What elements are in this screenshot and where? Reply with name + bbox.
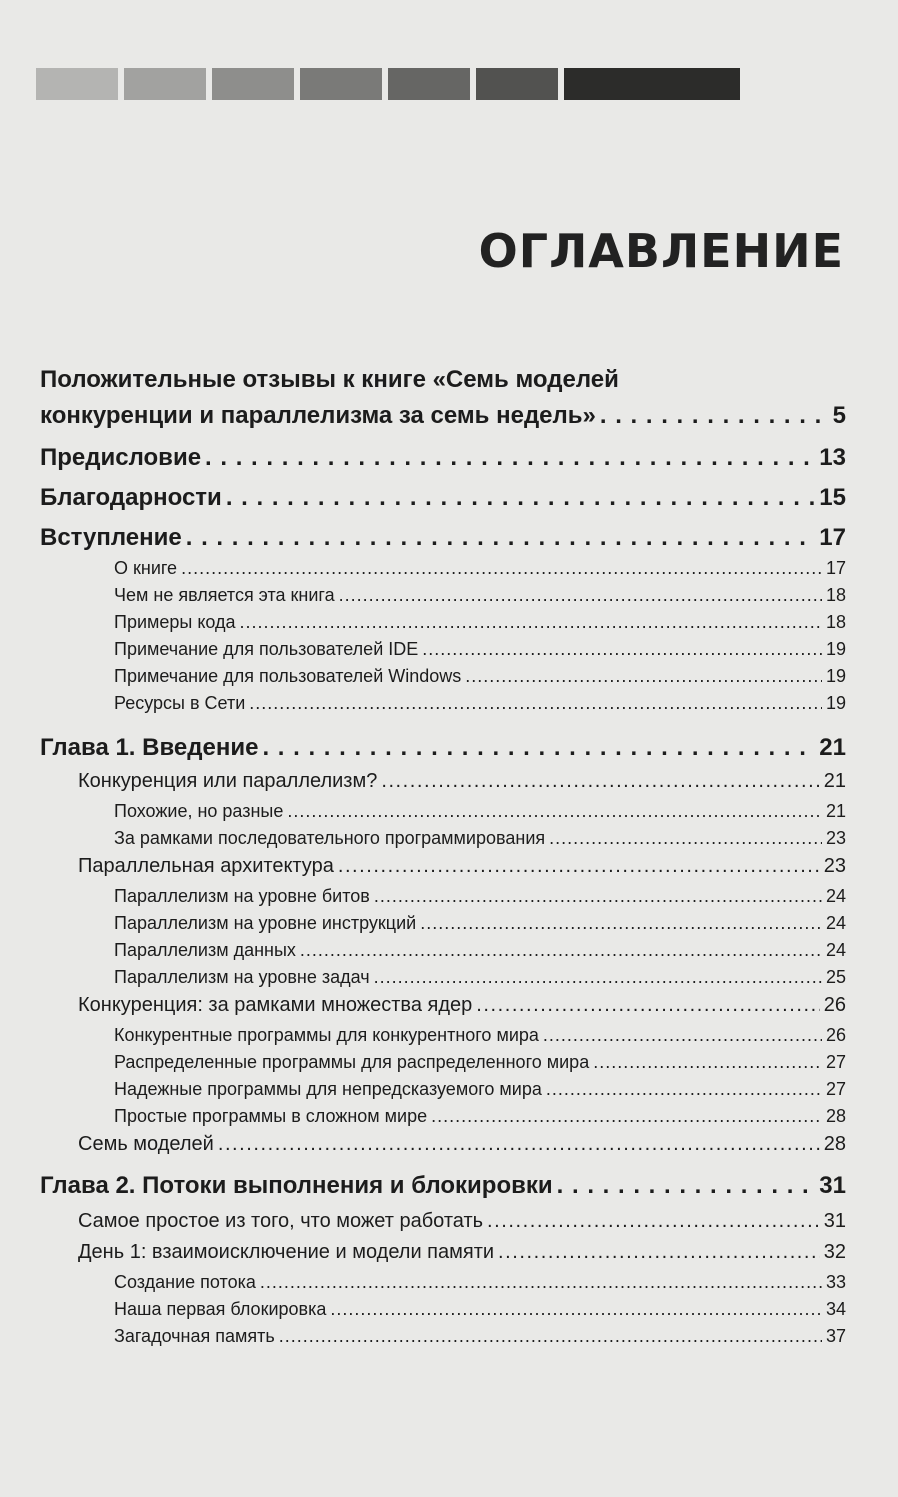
dot-leader [300,940,822,961]
dot-leader [205,444,815,472]
toc-subentry [40,1272,846,1299]
toc-entry-thanks [40,484,846,524]
toc-entry-title: Благодарности [40,484,222,511]
band-segment [36,68,118,100]
page-number: 18 [825,612,846,632]
band-segment [388,68,470,100]
toc-entry-title: Глава 2. Потоки выполнения и блокировки [40,1172,553,1199]
page-number: 33 [825,1272,846,1292]
toc-entry-title: Конкуренция: за рамками множества ядер [78,994,473,1016]
dot-leader [260,1272,822,1293]
toc-subentry [40,612,846,639]
page-title: ОГЛАВЛЕНИЕ [478,224,844,278]
dot-leader [381,770,819,793]
page-number: 31 [823,1210,846,1232]
dot-leader [557,1172,816,1200]
toc-entry-title: За рамками последовательного программирования [114,828,546,848]
toc-entry-title: Параллелизм на уровне битов [114,886,370,906]
toc-entry-introduction [40,524,846,558]
toc-entry-title: Ресурсы в Сети [114,693,246,713]
toc-subentry [40,828,846,855]
dot-leader [431,1106,822,1127]
dot-leader [287,801,822,822]
page-number: 37 [825,1326,846,1346]
dot-leader [249,693,822,714]
toc-entry-title: Загадочная память [114,1326,275,1346]
toc-entry-title: Семь моделей [78,1133,214,1155]
toc-entry-title: Похожие, но разные [114,801,284,821]
toc-entry-title [40,402,846,444]
toc-entry-title: Параллелизм на уровне задач [114,967,370,987]
toc-entry-title: Вступление [40,524,182,551]
band-segment [212,68,294,100]
dot-leader [422,639,822,660]
toc-subentry [40,639,846,666]
dot-leader [374,967,822,988]
toc-entry-title: Примеры кода [114,612,236,632]
page-number: 34 [825,1299,846,1319]
band-segment [124,68,206,100]
page-number: 24 [825,913,846,933]
page-number: 15 [819,484,846,511]
toc-section [40,994,846,1025]
page-number: 27 [825,1079,846,1099]
dot-leader [240,612,822,633]
toc-subentry [40,1106,846,1133]
dot-leader [218,1133,820,1156]
dot-leader [476,994,820,1017]
dot-leader [330,1299,822,1320]
toc-entry-title: Самое простое из того, что может работать [78,1210,484,1232]
toc-entry-title: Надежные программы для непредсказуемого мира [114,1079,542,1099]
table-of-contents [40,366,846,1353]
toc-subentry [40,940,846,967]
band-segment [300,68,382,100]
toc-subentry [40,693,846,720]
page-number: 24 [825,940,846,960]
toc-subentry [40,585,846,612]
dot-leader [339,585,822,606]
dot-leader [420,913,822,934]
toc-section [40,1241,846,1272]
toc-subentry [40,1299,846,1326]
page-number: 26 [825,1025,846,1045]
toc-entry-title: День 1: взаимоисключение и модели памяти [78,1241,495,1263]
toc-entry-title: Примечание для пользователей IDE [114,639,419,659]
toc-subentry [40,1079,846,1106]
page-number: 27 [825,1052,846,1072]
dot-leader [374,886,822,907]
dot-leader [186,524,816,552]
page-number: 31 [819,1172,846,1199]
toc-section [40,770,846,801]
page-number: 28 [823,1133,846,1155]
toc-entry-title: Предисловие [40,444,202,471]
page-number: 17 [819,524,846,551]
page-number: 26 [823,994,846,1016]
page-number: 13 [819,444,846,471]
toc-subentry [40,666,846,693]
toc-entry-title: О книге [114,558,178,578]
dot-leader [600,402,829,430]
toc-entry-title [40,366,846,402]
dot-leader [279,1326,822,1347]
toc-entry-chapter-1 [40,734,846,770]
dot-leader [181,558,822,579]
toc-entry-title: Конкуренция или параллелизм? [78,770,378,792]
page-number: 19 [825,639,846,659]
toc-subentry [40,801,846,828]
dot-leader [338,855,820,878]
page-number: 18 [825,585,846,605]
page-number: 28 [825,1106,846,1126]
band-segment [564,68,740,100]
toc-subentry [40,913,846,940]
toc-subentry [40,558,846,585]
dot-leader [487,1210,820,1233]
toc-entry-reviews [40,366,846,444]
page-number: 21 [825,801,846,821]
toc-entry-title: Чем не является эта книга [114,585,335,605]
toc-section [40,1133,846,1164]
band-segment [476,68,558,100]
dot-leader [549,828,822,849]
toc-subentry [40,1326,846,1353]
page-number: 24 [825,886,846,906]
toc-entry-title: Простые программы в сложном мире [114,1106,428,1126]
page-number: 17 [825,558,846,578]
toc-section [40,855,846,886]
page-number: 23 [823,855,846,877]
toc-section [40,1210,846,1241]
toc-entry-title: Создание потока [114,1272,256,1292]
header-band [36,68,844,100]
toc-entry-title: Распределенные программы для распределенного мира [114,1052,590,1072]
dot-leader [498,1241,820,1264]
dot-leader [593,1052,822,1073]
toc-entry-title: Параллельная архитектура [78,855,334,877]
page-number: 32 [823,1241,846,1263]
dot-leader [543,1025,822,1046]
toc-subentry [40,886,846,913]
page-number: 23 [825,828,846,848]
toc-entry-chapter-2 [40,1172,846,1210]
toc-entry-title: конкуренции и параллелизма за семь недель» [40,402,596,429]
toc-subentry [40,1052,846,1079]
page-number: 21 [819,734,846,761]
page-number: 25 [825,967,846,987]
page-number: 19 [825,666,846,686]
toc-entry-title: Параллелизм на уровне инструкций [114,913,417,933]
toc-subentry [40,967,846,994]
page-number: 5 [832,402,846,429]
dot-leader [262,734,815,762]
page-number: 19 [825,693,846,713]
toc-entry-title: Наша первая блокировка [114,1299,327,1319]
toc-entry-title: Глава 1. Введение [40,734,259,761]
dot-leader [546,1079,822,1100]
toc-entry-preface [40,444,846,484]
toc-entry-title: Примечание для пользователей Windows [114,666,462,686]
toc-subentry [40,1025,846,1052]
dot-leader [465,666,822,687]
toc-entry-title: Конкурентные программы для конкурентного мира [114,1025,539,1045]
toc-entry-title: Положительные отзывы к книге «Семь моделей [40,366,619,393]
toc-entry-title: Параллелизм данных [114,940,296,960]
dot-leader [226,484,815,512]
page-number: 21 [823,770,846,792]
